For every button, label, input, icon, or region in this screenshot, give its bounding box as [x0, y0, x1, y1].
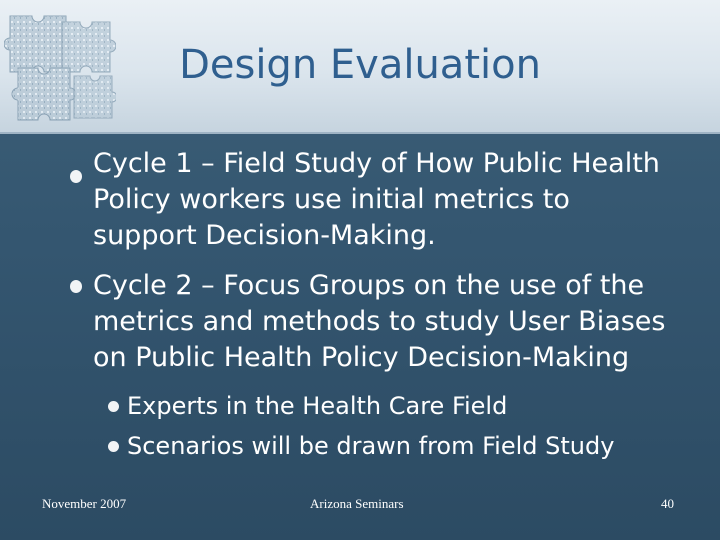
bullet-2-line-1: Cycle 2 – Focus Groups on the use of the: [93, 270, 645, 301]
footer-center: Arizona Seminars: [310, 496, 404, 511]
page-number: 40: [661, 496, 674, 511]
bullet-2-line-2: metrics and methods to study User Biases: [93, 306, 666, 337]
bullet-dot-icon: [70, 280, 82, 293]
bullet-dot-icon: [108, 401, 119, 412]
bullet-dot-icon: [108, 441, 119, 452]
bullet-1-line-2: Policy workers use initial metrics to: [93, 184, 570, 215]
bullet-dot-icon: [70, 170, 82, 183]
bullet-1-line-3: support Decision-Making.: [93, 220, 436, 251]
slide-title: Design Evaluation: [179, 42, 541, 88]
bullet-2-line-3: on Public Health Policy Decision-Making: [93, 342, 630, 373]
bullet-1-line-1: Cycle 1 – Field Study of How Public Health: [93, 148, 660, 179]
sub-bullet-2: Scenarios will be drawn from Field Study: [127, 432, 615, 460]
sub-bullet-1: Experts in the Health Care Field: [127, 392, 508, 420]
footer-date: November 2007: [42, 496, 127, 511]
